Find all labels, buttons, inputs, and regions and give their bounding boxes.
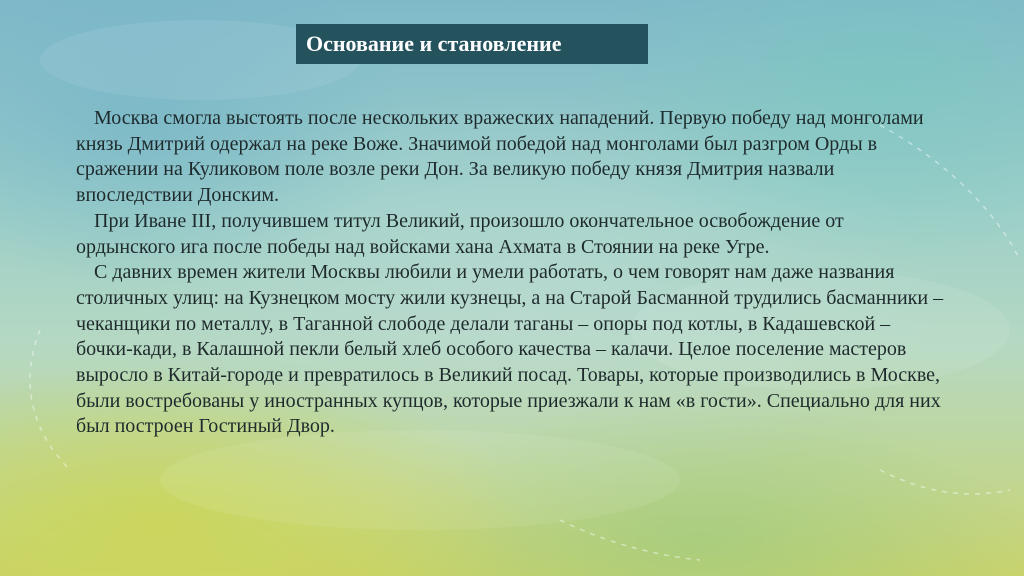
- slide-title-banner: [296, 24, 648, 64]
- slide-body: [76, 106, 946, 440]
- paragraph-1: Москва смогла выстоять после нескольких вражеских нападений. Первую победу над монголами князь Дмитрий одержал на реке Воже. Значимой победой над монголами был разгром Орды в сражении на Куликовом поле возле реки Дон. За великую победу князя Дмитрия назвали впоследствии Донским.: [76, 107, 924, 207]
- slide-title: Основание и становление: [306, 31, 562, 56]
- paragraph-2: При Иване III, получившем титул Великий, произошло окончательное освобождение от ордынского ига после победы над войсками хана Ахмата в Стоянии на реке Угре.: [76, 209, 844, 258]
- paragraph-3: С давних времен жители Москвы любили и умели работать, о чем говорят нам даже названия столичных улиц: на Кузнецком мосту жили кузнецы, а на Старой Басманной трудились басманники – чеканщики по металлу, в Таганной слободе делали таганы – опоры под котлы, в Кадашевской – бочки-кади, в Калашной пекли белый хлеб особого качества – калачи. Целое поселение мастеров выросло в Китай-городе и превратилось в Великий посад. Товары, которые производились в Москве, были востребованы у иностранных купцов, которые приезжали к нам «в гости». Специально для них был построен Гостиный Двор.: [76, 261, 944, 438]
